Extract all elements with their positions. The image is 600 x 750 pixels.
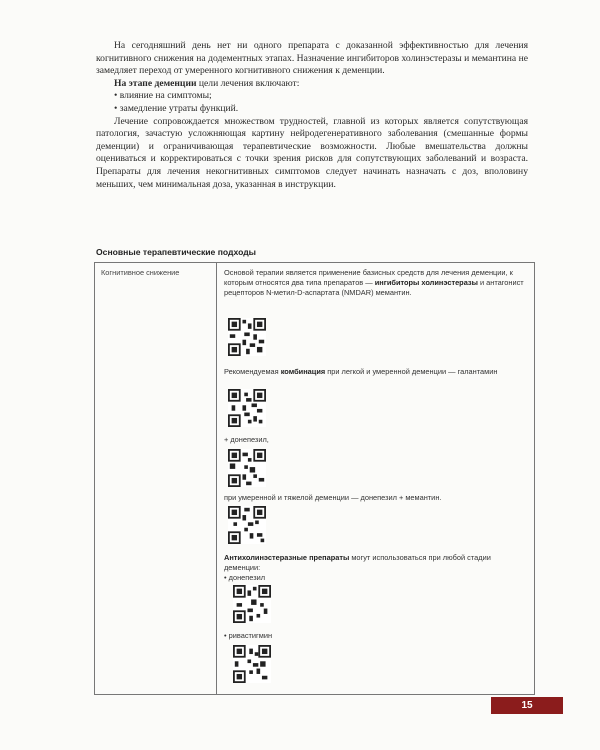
- text-span: Основой терапии является применение базисных средств для лечения деменции, к которым относятся два типа препаратов —: [224, 268, 513, 288]
- list-item: • замедление утраты функций.: [96, 103, 528, 116]
- table-text-4: при умеренной и тяжелой деменции — донепезил + мемантин.: [224, 493, 442, 502]
- table-row-donepezil: [224, 435, 524, 445]
- section-title: Основные терапевтические подходы: [96, 247, 256, 257]
- table-text-1: [224, 268, 524, 299]
- goals-list: [96, 90, 528, 115]
- bold-span: комбинация: [280, 367, 326, 376]
- table-left-cell: Когнитивное снижение: [101, 268, 180, 277]
- table-text-6: • донепезил: [224, 573, 266, 583]
- text-span: могут использоваться при любой стадии деменции:: [224, 553, 491, 573]
- text-span: и антагонист рецепторов N-метил-D-аспартата (NMDAR) мемантин.: [224, 278, 524, 298]
- bold-span: Антихолинэстеразные препараты: [224, 553, 350, 562]
- table-row-combination: [224, 367, 524, 377]
- qr-code-icon[interactable]: [233, 585, 271, 623]
- therapy-table: [94, 262, 535, 695]
- qr-code-icon[interactable]: [228, 506, 266, 544]
- text-span: Рекомендуемая: [224, 367, 281, 376]
- qr-code-icon[interactable]: [228, 389, 266, 427]
- qr-code-icon[interactable]: [228, 318, 266, 356]
- body-text: [96, 40, 528, 191]
- goals-intro-rest: цели лечения включают:: [196, 77, 300, 89]
- table-column-divider: [216, 263, 217, 694]
- table-row-anticholinesterase: [224, 553, 524, 584]
- text-span: при легкой и умеренной деменции — галантамин: [325, 367, 498, 376]
- list-item: • влияние на симптомы;: [96, 90, 528, 103]
- paragraph-2: Лечение сопровождается множеством трудностей, главной из которых является сопутствующая патология, зачастую усложняющая картину нейродегенеративного заболевания (смешанные формы деменции) и ограничивающая терапевтические возможности. Любые вмешательства должны оцениваться и корректироваться с точки зрения рисков для сопутствующих заболеваний и возраста. Препараты для лечения некогнитивных симптомов следует начинать назначать с доз, вполовину меньших, чем минимальная доза, указанная в инструкции.: [96, 115, 528, 190]
- goals-intro-bold: На этапе деменции: [114, 77, 197, 89]
- page-number: 15: [491, 697, 563, 714]
- goals-intro: [96, 78, 528, 91]
- table-row-severe: [224, 493, 524, 503]
- paragraph-1: На сегодняшний день нет ни одного препарата с доказанной эффективностью для лечения когнитивного снижения на додементных этапах. Назначение ингибиторов холинэстеразы и мемантина не замедляет переход от умеренного когнитивного снижения к деменции.: [96, 40, 528, 77]
- table-text-3: + донепезил,: [224, 435, 269, 444]
- table-right-cell: [224, 268, 524, 299]
- table-text-5: [224, 553, 524, 573]
- bold-span: ингибиторы холинэстеразы: [374, 278, 478, 288]
- table-text-7: • ривастигмин: [224, 631, 273, 640]
- qr-code-icon[interactable]: [228, 449, 266, 487]
- table-text-2: [224, 367, 524, 377]
- qr-code-icon[interactable]: [233, 645, 271, 683]
- table-row-rivastigmine: [224, 631, 524, 641]
